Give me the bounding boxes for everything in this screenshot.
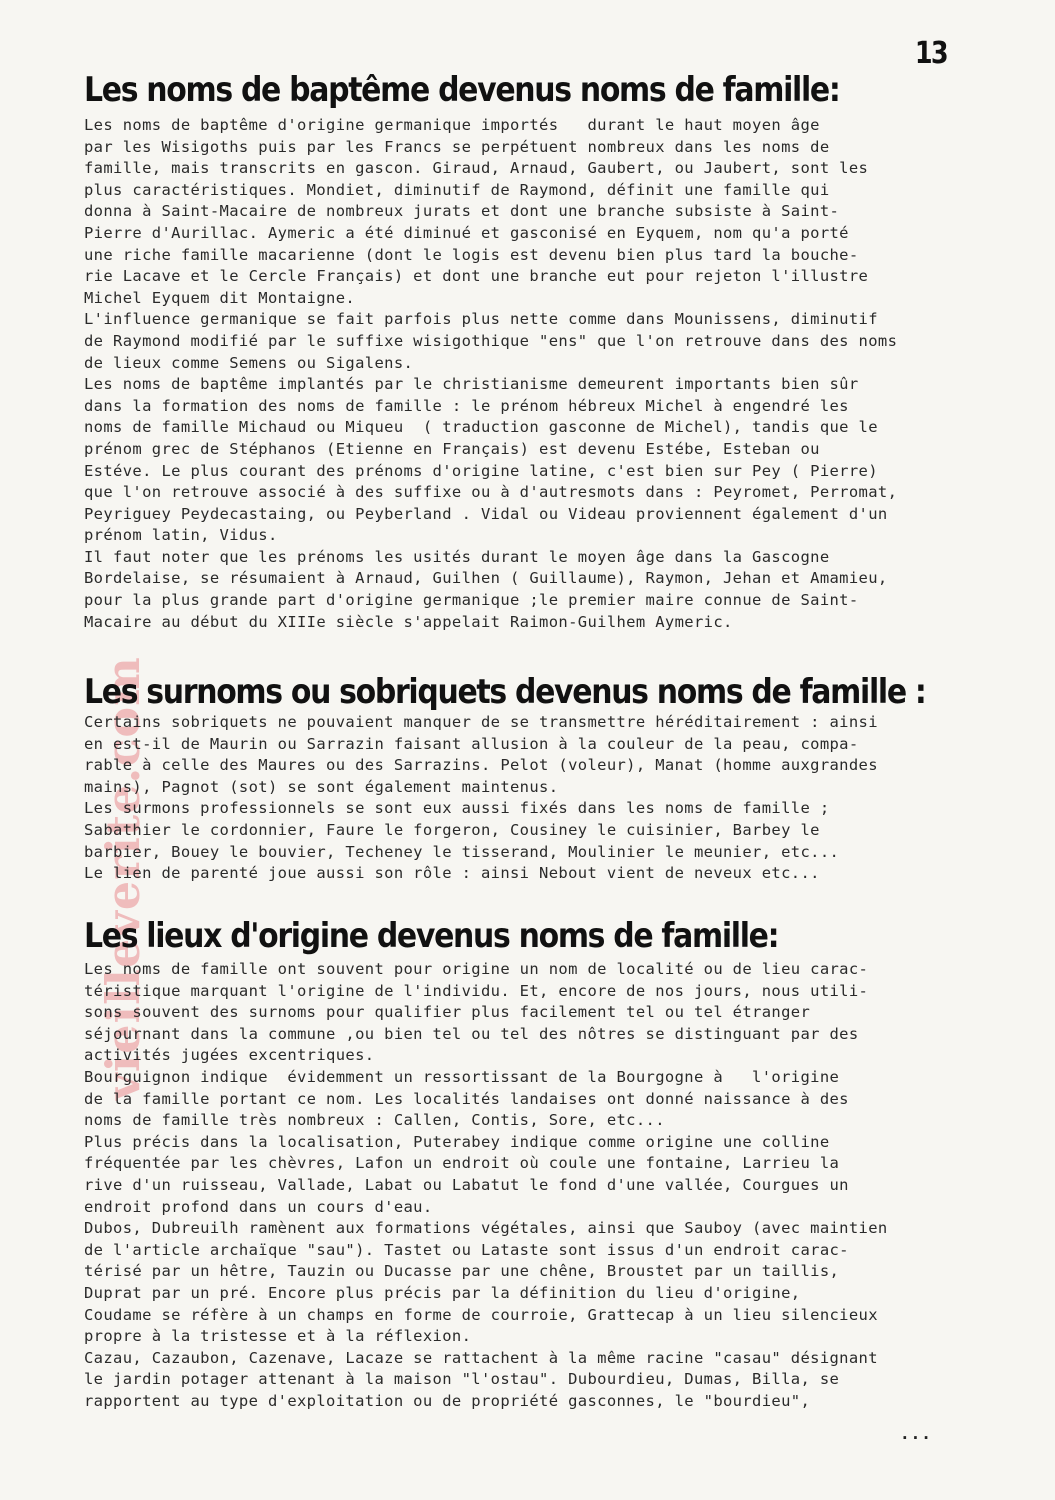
text-line: fréquentée par les chèvres, Lafon un endroit où coule une fontaine, Larrieu la bbox=[84, 1154, 840, 1173]
text-line: de l'article archaïque "sau"). Tastet ou Lataste sont issus d'un endroit carac- bbox=[84, 1240, 849, 1259]
text-line: téristique marquant l'origine de l'individu. Et, encore de nos jours, nous utili- bbox=[84, 981, 869, 1000]
text-line: endroit profond dans un cours d'eau. bbox=[84, 1197, 433, 1216]
text-line: donna à Saint-Macaire de nombreux jurats et dont une branche subsiste à Saint- bbox=[84, 202, 840, 221]
text-line: prénom latin, Vidus. bbox=[84, 526, 278, 545]
text-line: Les noms de baptême implantés par le christianisme demeurent importants bien sûr bbox=[84, 375, 859, 394]
section-heading-nicknames: Les surnoms ou sobriquets devenus noms de famille : bbox=[84, 672, 926, 712]
text-line: Les noms de baptême d'origine germanique importés durant le haut moyen âge bbox=[84, 116, 820, 134]
text-line: en est-il de Maurin ou Sarrazin faisant allusion à la couleur de la peau, compa- bbox=[84, 734, 859, 753]
text-line: séjournant dans la commune ,ou bien tel ou tel des nôtres se distinguant par des bbox=[84, 1024, 859, 1043]
text-line: Certains sobriquets ne pouvaient manquer de se transmettre héréditairement : ainsi bbox=[84, 713, 878, 731]
text-line: propre à la tristesse et à la réflexion. bbox=[84, 1327, 472, 1346]
text-line: noms de famille très nombreux : Callen, Contis, Sore, etc... bbox=[84, 1111, 665, 1130]
page-number: 13 bbox=[914, 36, 947, 71]
continuation-ellipsis: ... bbox=[900, 1424, 932, 1443]
text-line: Plus précis dans la localisation, Puterabey indique comme origine une colline bbox=[84, 1132, 830, 1151]
section-heading-baptism-names: Les noms de baptême devenus noms de famille: bbox=[84, 70, 840, 110]
text-line: sons souvent des surnoms pour qualifier plus facilement tel ou tel étranger bbox=[84, 1003, 811, 1022]
text-line: par les Wisigoths puis par les Francs se perpétuent nombreux dans les noms de bbox=[84, 137, 830, 156]
text-line: térisé par un hêtre, Tauzin ou Ducasse par une chêne, Broustet par un taillis, bbox=[84, 1262, 840, 1281]
section-heading-places-of-origin: Les lieux d'origine devenus noms de famille: bbox=[84, 916, 779, 956]
text-line: noms de famille Michaud ou Miqueu ( traduction gasconne de Michel), tandis que le bbox=[84, 418, 878, 437]
text-line: Les noms de famille ont souvent pour origine un nom de localité ou de lieu carac- bbox=[84, 960, 869, 978]
text-line: le jardin potager attenant à la maison "l'ostau". Dubourdieu, Dumas, Billa, se bbox=[84, 1370, 840, 1389]
text-line: mains), Pagnot (sot) se sont également maintenus. bbox=[84, 777, 559, 796]
text-line: plus caractéristiques. Mondiet, diminutif de Raymond, définit une famille qui bbox=[84, 180, 830, 199]
text-line: rapportent au type d'exploitation ou de propriété gasconnes, le "bourdieu", bbox=[84, 1391, 811, 1410]
text-line: de la famille portant ce nom. Les localités landaises ont donné naissance à des bbox=[84, 1089, 849, 1108]
text-line: pour la plus grande part d'origine germanique ;le premier maire connue de Saint- bbox=[84, 591, 859, 610]
text-line: de Raymond modifié par le suffixe wisigothique "ens" que l'on retrouve dans des noms bbox=[84, 331, 898, 350]
text-line: de lieux comme Semens ou Sigalens. bbox=[84, 353, 414, 372]
text-line: rive d'un ruisseau, Vallade, Labat ou Labatut le fond d'une vallée, Courgues un bbox=[84, 1175, 849, 1194]
text-line: Coudame se réfère à un champs en forme de courroie, Grattecap à un lieu silencieux bbox=[84, 1305, 878, 1324]
text-line: prénom grec de Stéphanos (Etienne en Français) est devenu Estébe, Esteban ou bbox=[84, 439, 820, 458]
text-line: Estéve. Le plus courant des prénoms d'origine latine, c'est bien sur Pey ( Pierre) bbox=[84, 461, 878, 480]
text-line: une riche famille macarienne (dont le logis est devenu bien plus tard la bouche- bbox=[84, 245, 859, 264]
text-line: famille, mais transcrits en gascon. Giraud, Arnaud, Gaubert, ou Jaubert, sont les bbox=[84, 159, 869, 178]
text-line: Peyriguey Peydecastaing, ou Peyberland . Vidal ou Videau proviennent également d'un bbox=[84, 504, 888, 523]
text-line: Dubos, Dubreuilh ramènent aux formations végétales, ainsi que Sauboy (avec maintien bbox=[84, 1219, 888, 1238]
text-line: rie Lacave et le Cercle Français) et dont une branche eut pour rejeton l'illustre bbox=[84, 267, 869, 286]
text-line: rable à celle des Maures ou des Sarrazins. Pelot (voleur), Manat (homme auxgrandes bbox=[84, 756, 878, 775]
text-line: L'influence germanique se fait parfois plus nette comme dans Mounissens, diminutif bbox=[84, 310, 878, 329]
watermark: vieilleverite.com bbox=[96, 656, 150, 1100]
text-line: Sabathier le cordonnier, Faure le forgeron, Cousiney le cuisinier, Barbey le bbox=[84, 820, 820, 839]
text-line: que l'on retrouve associé à des suffixe ou à d'autresmots dans : Peyromet, Perromat, bbox=[84, 483, 898, 502]
text-line: Macaire au début du XIIIe siècle s'appelait Raimon-Guilhem Aymeric. bbox=[84, 612, 733, 631]
text-line: Duprat par un pré. Encore plus précis par la définition du lieu d'origine, bbox=[84, 1283, 801, 1302]
text-line: Les surmons professionnels se sont eux aussi fixés dans les noms de famille ; bbox=[84, 799, 830, 818]
text-line: Cazau, Cazaubon, Cazenave, Lacaze se rattachent à la même racine "casau" désignant bbox=[84, 1348, 878, 1367]
section-body-places-of-origin bbox=[84, 959, 984, 1412]
text-line: Il faut noter que les prénoms les usités durant le moyen âge dans la Gascogne bbox=[84, 547, 830, 566]
text-line: dans la formation des noms de famille : le prénom hébreux Michel à engendré les bbox=[84, 396, 849, 415]
text-line: activités jugées excentriques. bbox=[84, 1046, 375, 1065]
section-body-nicknames bbox=[84, 712, 984, 885]
text-line: Bourguignon indique évidemment un ressortissant de la Bourgogne à l'origine bbox=[84, 1067, 840, 1086]
text-line: barbier, Bouey le bouvier, Techeney le tisserand, Moulinier le meunier, etc... bbox=[84, 842, 840, 861]
section-body-baptism-names bbox=[84, 115, 984, 633]
text-line: Le lien de parenté joue aussi son rôle : ainsi Nebout vient de neveux etc... bbox=[84, 864, 820, 883]
text-line: Bordelaise, se résumaient à Arnaud, Guilhen ( Guillaume), Raymon, Jehan et Amamieu, bbox=[84, 569, 888, 588]
text-line: Pierre d'Aurillac. Aymeric a été diminué et gasconisé en Eyquem, nom qu'a porté bbox=[84, 223, 849, 242]
text-line: Michel Eyquem dit Montaigne. bbox=[84, 288, 356, 307]
